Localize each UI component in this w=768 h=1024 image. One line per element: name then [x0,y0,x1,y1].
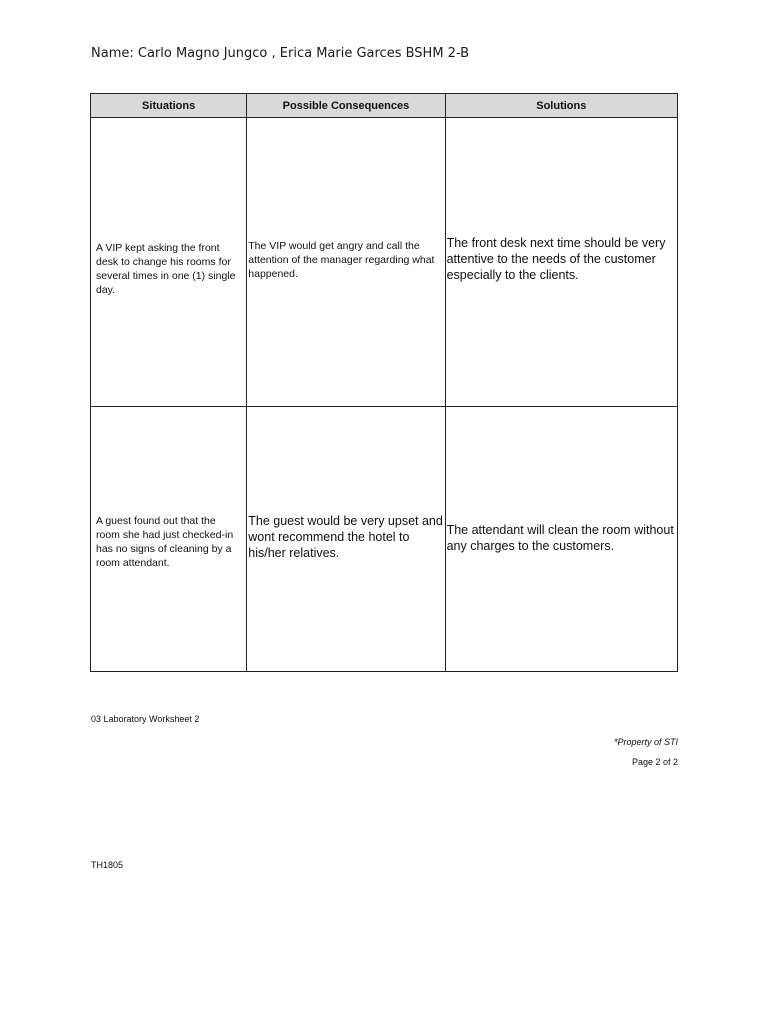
page-number: Page 2 of 2 [631,757,678,767]
table-row [91,407,678,672]
table-header-row [91,94,678,118]
student-names: Name: Carlo Magno Jungco , Erica Marie Garces BSHM 2-B [91,46,470,61]
worksheet-table [90,93,678,672]
consequence-cell: The guest would be very upset and wont recommend the hotel to his/her relatives. [247,407,445,672]
consequence-cell: The VIP would get angry and call the attention of the manager regarding what happened. [247,118,445,407]
header-possible-consequences: Possible Consequences [247,94,445,118]
table-row [91,118,678,407]
situation-cell: A VIP kept asking the front desk to change his rooms for several times in one (1) single day. [91,118,247,407]
worksheet-label: 03 Laboratory Worksheet 2 [91,714,200,724]
solution-cell: The front desk next time should be very attentive to the needs of the customer especially to the clients. [445,118,677,407]
property-label: *Property of STI [613,737,678,747]
situation-cell: A guest found out that the room she had just checked-in has no signs of cleaning by a room attendant. [91,407,247,672]
document-code: TH1805 [91,860,124,870]
header-solutions: Solutions [445,94,677,118]
header-situations: Situations [91,94,247,118]
solution-cell: The attendant will clean the room without any charges to the customers. [445,407,677,672]
